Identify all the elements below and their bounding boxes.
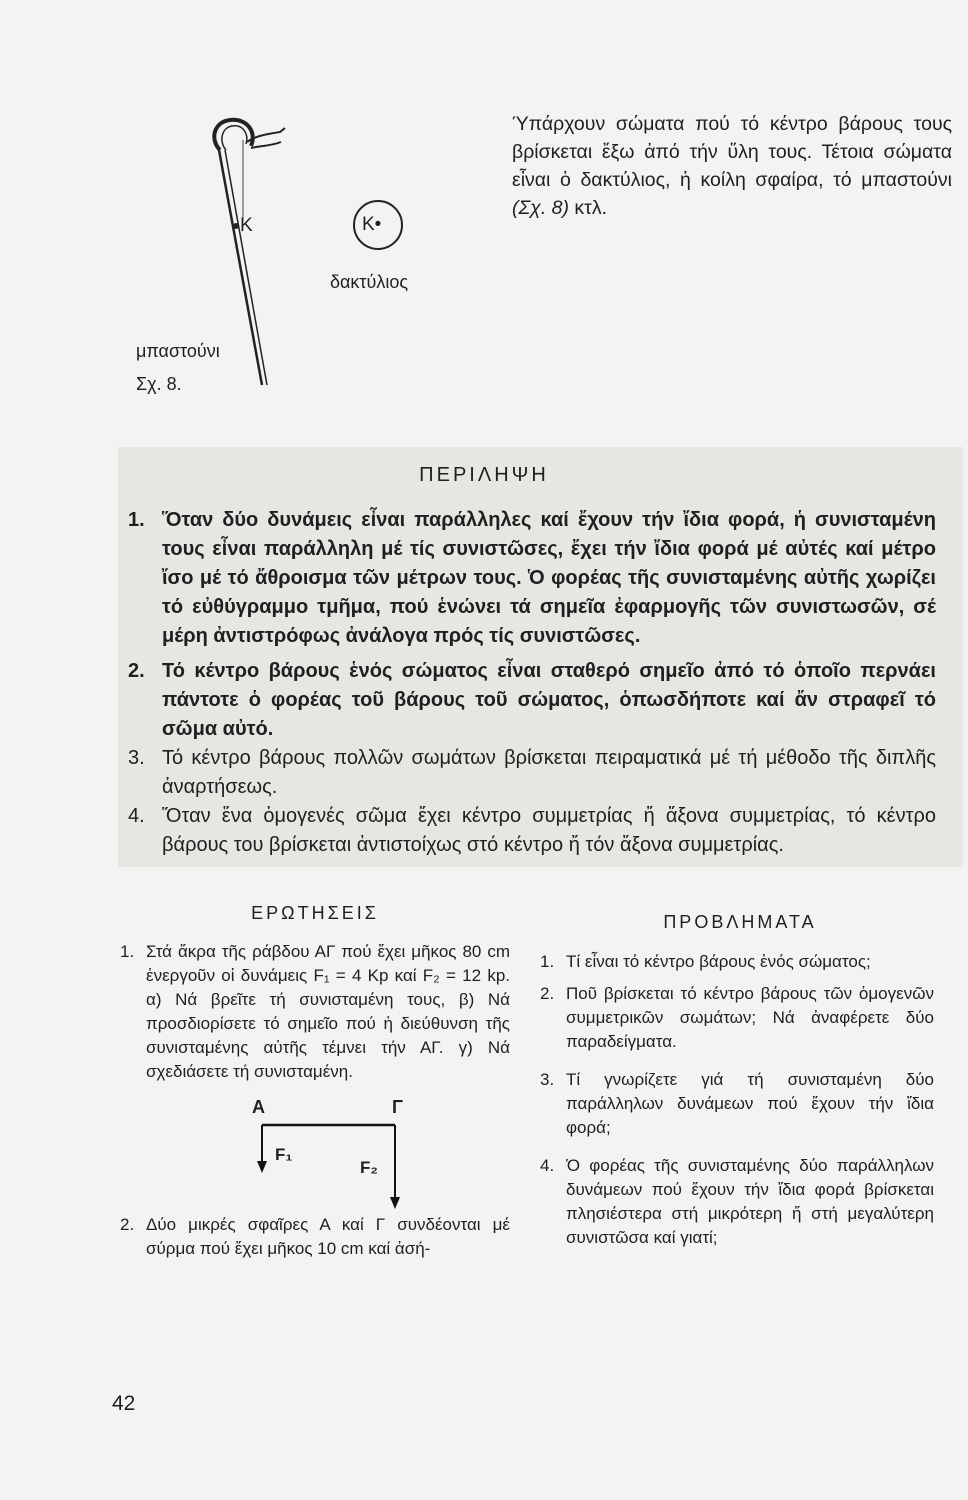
summary-item [128, 506, 936, 651]
item-text: Τό κέντρο βάρους πολλῶν σωμάτων βρίσκεται πειραματικά μέ τή μέθοδο τῆς διπλῆς ἀναρτήσεως. [162, 747, 936, 798]
item-number: 3. [540, 1070, 555, 1089]
questions-list [120, 940, 510, 1084]
item-number: 2. [120, 1215, 135, 1234]
item-text: Τό κέντρο βάρους ἑνός σώματος εἶναι σταθερό σημεῖο ἀπό τό ὁποῖο περνάει πάντοτε ὁ φορέας τοῦ βάρους τοῦ σώματος, ὁπωσδήποτε καί ἄν στραφεῖ τό σῶμα αὐτό. [162, 660, 936, 740]
item-text: Στά ἄκρα τῆς ράβδου ΑΓ πού ἔχει μῆκος 80 cm ἐνεργοῦν οἱ δυνάμεις F₁ = 4 Kp καί F₂ = 12 kp. α) Νά βρεῖτε τή συνισταμένη τους, β) Νά προσδιορίσετε τό σημεῖο πού ἡ διεύθυνση τῆς συνισταμένης αὐτῆς τέμνει τήν ΑΓ. γ) Νά σχεδιάσετε τή συνισταμένη. [146, 942, 510, 1081]
item-text: Ποῦ βρίσκεται τό κέντρο βάρους τῶν ὁμογενῶν συμμετρικῶν σωμάτων; Νά ἀναφέρετε δύο παραδείγματα. [566, 984, 934, 1051]
item-number: 4. [540, 1156, 555, 1175]
problems-title: ΠΡΟΒΛΗΜΑΤΑ [663, 912, 817, 932]
question-item [120, 1213, 510, 1261]
summary-item [128, 802, 936, 860]
summary-item [128, 657, 936, 744]
item-text: Ὅταν ἕνα ὁμογενές σῶμα ἔχει κέντρο συμμετρίας ἤ ἄξονα συμμετρίας, τό κέντρο βάρους του βρίσκεται ἀντιστοίχως στό κέντρο ἤ τόν ἄξονα συμμετρίας. [162, 805, 936, 856]
point-g-label: Γ [392, 1097, 403, 1117]
point-a-label: A [252, 1097, 265, 1117]
item-text: Δύο μικρές σφαῖρες Α καί Γ συνδέονται μέ σύρμα πού ἔχει μῆκος 10 cm καί ἀσή- [146, 1215, 510, 1258]
intro-text: Ύπάρχουν σώματα πού τό κέντρο βάρους τους βρίσκεται ἔξω ἀπό τήν ὕλη τους. Τέτοια σώματα εἶναι ὁ δακτύλιος, ἡ κοίλη σφαίρα, τό μπαστούνι [512, 113, 952, 191]
item-text: Ὁ φορέας τῆς συνισταμένης δύο παράλληλων δυνάμεων πού ἔχουν τήν ἴδια φορά βρίσκεται πλησιέστερα στή μικρότερη ἤ στή μεγαλύτερη συνιστῶσα καί γιατί; [566, 1156, 934, 1247]
intro-text-end: κτλ. [569, 197, 608, 219]
ring-label: δακτύλιος [330, 272, 409, 292]
item-text: Ὅταν δύο δυνάμεις εἶναι παράλληλες καί ἔχουν τήν ἴδια φορά, ἡ συνισταμένη τους εἶναι παράλληλη μέ τίς συνιστῶσες, ἔχει τήν ἴδια φορά μέ αὐτές καί μέτρο ἴσο μέ τό ἄθροισμα τῶν μέτρων τους. Ὁ φορέας τῆς συνισταμένης αὐτῆς χωρίζει τό εὐθύγραμμο τμῆμα, πού ἑνώνει τά σημεῖα ἐφαρμογῆς τῶν συνιστωσῶν, σέ μέρη ἀντιστρόφως ἀνάλογα πρός τίς συνιστῶσες. [162, 509, 936, 647]
force-f2-head [390, 1197, 400, 1209]
page-number: 42 [112, 1392, 136, 1415]
question-item [120, 940, 510, 1084]
problem-item [540, 982, 934, 1054]
summary-item [128, 744, 936, 802]
cane-and-ring-figure [185, 110, 425, 395]
summary-list [128, 506, 936, 860]
questions-list-continued [120, 1213, 510, 1261]
force-f1-head [257, 1161, 267, 1173]
figure-reference: (Σχ. 8) [512, 197, 570, 219]
force-f2-label: F₂ [360, 1158, 378, 1177]
item-number: 4. [128, 805, 145, 827]
ring-point-label: K• [362, 214, 382, 235]
cane-point-label: K [240, 215, 253, 236]
item-number: 2. [128, 660, 145, 682]
cane-shaft-edge [225, 150, 267, 385]
cane-label: μπαστούνι [136, 341, 220, 361]
item-number: 3. [128, 747, 145, 769]
problem-item [540, 1068, 934, 1140]
intro-paragraph [512, 110, 952, 222]
problem-item [540, 950, 934, 974]
item-text: Τί εἶναι τό κέντρο βάρους ἑνός σώματος; [566, 952, 871, 971]
questions-title: ΕΡΩΤΗΣΕΙΣ [251, 903, 379, 923]
item-number: 1. [128, 509, 145, 531]
figure-caption: Σχ. 8. [136, 374, 182, 394]
item-number: 2. [540, 984, 555, 1003]
summary-title: ΠΕΡΙΛΗΨΗ [419, 464, 549, 486]
item-number: 1. [540, 952, 555, 971]
item-text: Τί γνωρίζετε γιά τή συνισταμένη δύο παράλληλων δυνάμεων πού ἔχουν τήν ἴδια φορά; [566, 1070, 934, 1137]
force-f1-label: F₁ [275, 1145, 293, 1164]
cane-shaft [219, 150, 262, 385]
item-number: 1. [120, 942, 135, 961]
problems-list [540, 950, 934, 1250]
center-of-gravity-point [233, 223, 239, 229]
problem-item [540, 1154, 934, 1250]
